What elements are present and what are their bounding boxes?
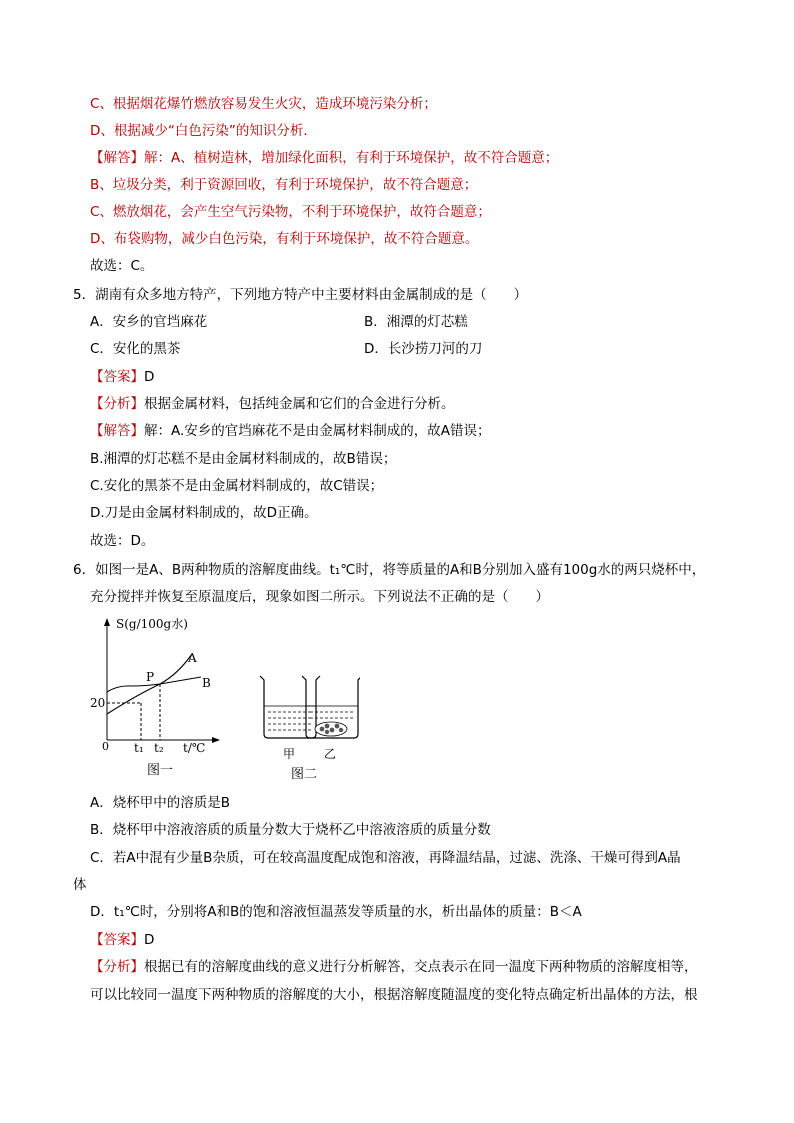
analysis-tag: 【分析】 <box>90 959 144 975</box>
q5-solution-1 <box>90 421 491 441</box>
beaker-yi <box>302 676 360 738</box>
curve-a-label: A <box>188 651 197 665</box>
q5-analysis <box>90 394 455 414</box>
x-axis-label: t/℃ <box>183 741 206 755</box>
beaker-jia <box>260 676 320 738</box>
analysis-text: 根据已有的溶解度曲线的意义进行分析解答，交点表示在同一温度下两种物质的溶解度相等， <box>144 959 698 975</box>
beakers <box>260 676 360 782</box>
q6-option-a: A．烧杯甲中的溶质是B <box>90 795 230 811</box>
q5-option-a: A．安乡的官垱麻花 <box>90 314 208 330</box>
q6-option-c-line1: C．若A中混有少量B杂质，可在较高温度配成饱和溶液，再降温结晶，过滤、洗涤、干燥可得到A晶 <box>90 850 681 866</box>
y-tick-20: 20 <box>90 696 106 710</box>
solution-tag: 【解答】 <box>90 423 144 439</box>
q6-answer <box>90 930 154 950</box>
beaker-yi-label: 乙 <box>324 747 337 761</box>
t1-label: t₁ <box>134 741 144 755</box>
q5-solution-3: C.安化的黑茶不是由金属材料制成的，故C错误； <box>90 478 384 494</box>
q6-option-c-line2: 体 <box>73 877 87 893</box>
q5-option-c: C．安化的黑茶 <box>90 341 181 357</box>
intersection-label: P <box>146 670 155 684</box>
answer-value: D <box>144 369 155 385</box>
x-axis-arrow <box>212 737 220 743</box>
origin-label: 0 <box>102 740 109 753</box>
q5-option-b: B．湘潭的灯芯糕 <box>364 314 468 330</box>
y-axis-label: S(g/100g水) <box>116 617 188 631</box>
solution-line-a <box>90 148 558 168</box>
q5-final-choice: 故选：D。 <box>90 533 155 549</box>
curve-b-label: B <box>202 676 211 690</box>
explanation-line-c: C、根据烟花爆竹燃放容易发生火灾，造成环境污染分析； <box>90 96 437 112</box>
q6-option-b: B．烧杯甲中溶液溶质的质量分数大于烧杯乙中溶液溶质的质量分数 <box>90 822 491 838</box>
analysis-text: 根据金属材料，包括纯金属和它们的合金进行分析。 <box>144 396 455 412</box>
explanation-line-d: D、根据减少“白色污染”的知识分析． <box>90 123 317 139</box>
q6-stem-2: 充分搅拌并恢复至原温度后，现象如图二所示。下列说法不正确的是（ ） <box>90 589 549 605</box>
t2-label: t₂ <box>154 741 164 755</box>
figure2-caption: 图二 <box>291 767 318 782</box>
q6-stem-1: 6．如图一是A、B两种物质的溶解度曲线。t₁℃时，将等质量的A和B分别加入盛有100g水的两只烧杯中， <box>73 562 706 578</box>
analysis-tag: 【分析】 <box>90 396 144 412</box>
answer-tag: 【答案】 <box>90 932 144 948</box>
solution-line-b: B、垃圾分类，利于资源回收，有利于环境保护，故不符合题意； <box>90 177 478 193</box>
final-choice: 故选：C。 <box>90 258 154 274</box>
beaker-jia-label: 甲 <box>283 747 296 761</box>
solubility-graph <box>90 616 220 778</box>
figure1-caption: 图一 <box>147 763 174 778</box>
y-axis-arrow <box>104 618 110 626</box>
q6-option-d: D．t₁℃时，分别将A和B的饱和溶液恒温蒸发等质量的水，析出晶体的质量：B＜A <box>90 904 582 920</box>
solution-text: 解：A.安乡的官垱麻花不是由金属材料制成的，故A错误； <box>144 423 491 439</box>
answer-tag: 【答案】 <box>90 369 144 385</box>
curve-a <box>107 654 192 714</box>
solution-tag: 【解答】 <box>90 150 144 166</box>
figures <box>80 612 360 787</box>
q5-answer <box>90 367 154 387</box>
q5-stem: 5．湖南有众多地方特产，下列地方特产中主要材料由金属制成的是（ ） <box>73 287 528 303</box>
q6-analysis-2: 可以比较同一温度下两种物质的溶解度的大小，根据溶解度随温度的变化特点确定析出晶体的方法，根 <box>90 987 698 1003</box>
q5-solution-4: D.刀是由金属材料制成的，故D正确。 <box>90 505 318 521</box>
q6-analysis-1 <box>90 957 698 977</box>
q5-option-d: D．长沙捞刀河的刀 <box>364 341 483 357</box>
q5-solution-2: B.湘潭的灯芯糕不是由金属材料制成的，故B错误； <box>90 451 397 467</box>
answer-value: D <box>144 932 155 948</box>
solution-line-d: D、布袋购物，减少白色污染，有利于环境保护，故不符合题意。 <box>90 231 479 247</box>
solution-line-c: C、燃放烟花，会产生空气污染物，不利于环境保护，故符合题意； <box>90 204 491 220</box>
solution-text: 解：A、植树造林，增加绿化面积，有利于环境保护，故不符合题意； <box>144 150 559 166</box>
